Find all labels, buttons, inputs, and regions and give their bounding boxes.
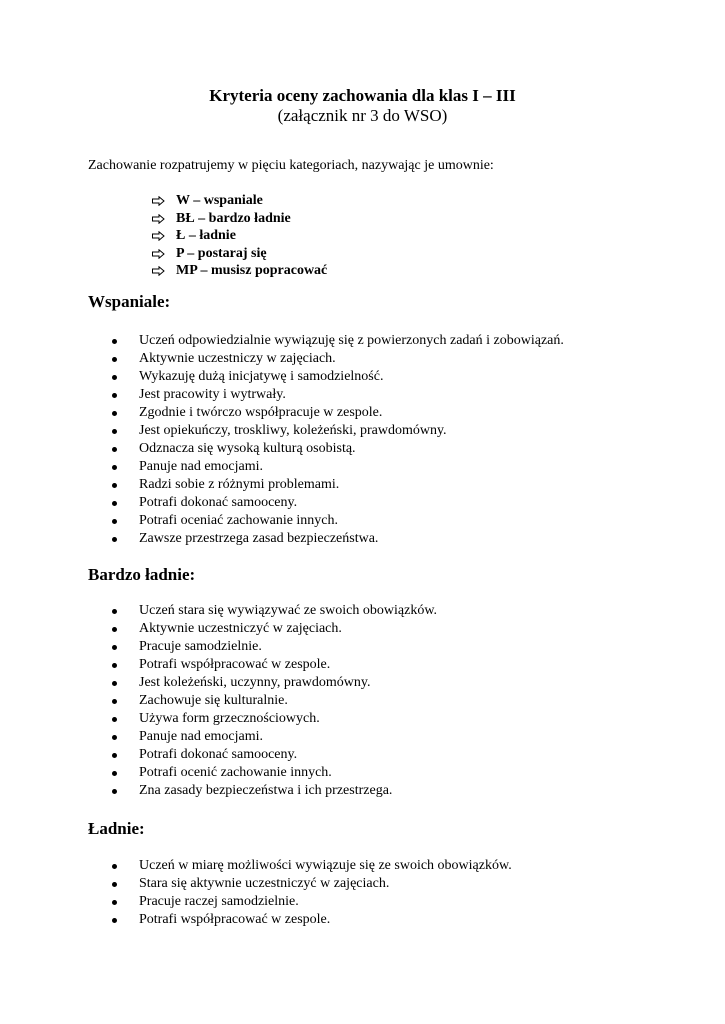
list-item <box>110 404 564 422</box>
bullet-icon <box>112 447 117 452</box>
list-item <box>110 422 564 440</box>
bullet-icon <box>112 537 117 542</box>
category-item <box>152 210 327 228</box>
list-item <box>110 350 564 368</box>
category-item <box>152 262 327 280</box>
bullet-icon <box>112 918 117 923</box>
list-item <box>110 710 437 728</box>
bullet-icon <box>112 753 117 758</box>
list-item <box>110 530 564 548</box>
list-item <box>110 602 437 620</box>
document-title: Kryteria oceny zachowania dla klas I – III <box>209 86 516 105</box>
list-item-text: Pracuje samodzielnie. <box>139 639 262 654</box>
bullet-icon <box>112 771 117 776</box>
criteria-list-bardzo-ladnie <box>110 602 437 800</box>
list-item-text: Zgodnie i twórczo współpracuje w zespole. <box>139 405 383 420</box>
list-item-text: Aktywnie uczestniczyć w zajęciach. <box>139 621 342 636</box>
list-item <box>110 440 564 458</box>
category-item <box>152 227 327 245</box>
list-item-text: Potrafi współpracować w zespole. <box>139 912 331 927</box>
list-item-text: Uczeń w miarę możliwości wywiązuje się ze swoich obowiązków. <box>139 858 512 873</box>
list-item-text: Potrafi oceniać zachowanie innych. <box>139 513 339 528</box>
bullet-icon <box>112 483 117 488</box>
list-item <box>110 728 437 746</box>
list-item <box>110 857 512 875</box>
category-label: P – postaraj się <box>176 245 267 261</box>
list-item <box>110 764 437 782</box>
bullet-icon <box>112 465 117 470</box>
list-item <box>110 494 564 512</box>
bullet-icon <box>112 429 117 434</box>
section-heading-ladnie: Ładnie: <box>88 819 145 838</box>
document-subtitle: (załącznik nr 3 do WSO) <box>277 106 448 125</box>
list-item-text: Stara się aktywnie uczestniczyć w zajęciach. <box>139 876 390 891</box>
list-item <box>110 692 437 710</box>
list-item-text: Wykazuję dużą inicjatywę i samodzielność. <box>139 369 384 384</box>
bullet-icon <box>112 663 117 668</box>
list-item-text: Jest koleżeński, uczynny, prawdomówny. <box>139 675 371 690</box>
list-item-text: Aktywnie uczestniczy w zajęciach. <box>139 351 336 366</box>
arrow-icon <box>152 262 176 280</box>
bullet-icon <box>112 900 117 905</box>
list-item-text: Jest pracowity i wytrwały. <box>139 387 286 402</box>
arrow-icon <box>152 245 176 263</box>
list-item-text: Potrafi współpracować w zespole. <box>139 657 331 672</box>
list-item-text: Panuje nad emocjami. <box>139 459 264 474</box>
bullet-icon <box>112 699 117 704</box>
bullet-icon <box>112 717 117 722</box>
list-item-text: Panuje nad emocjami. <box>139 729 264 744</box>
list-item-text: Pracuje raczej samodzielnie. <box>139 894 299 909</box>
list-item-text: Uczeń odpowiedzialnie wywiązuję się z powierzonych zadań i zobowiązań. <box>139 333 564 348</box>
category-label: Ł – ładnie <box>176 228 236 243</box>
bullet-icon <box>112 393 117 398</box>
bullet-icon <box>112 375 117 380</box>
list-item-text: Jest opiekuńczy, troskliwy, koleżeński, prawdomówny. <box>139 423 447 438</box>
category-label: BŁ – bardzo ładnie <box>176 210 291 226</box>
bullet-icon <box>112 882 117 887</box>
list-item <box>110 386 564 404</box>
category-item <box>152 245 327 263</box>
list-item-text: Zawsze przestrzega zasad bezpieczeństwa. <box>139 531 379 546</box>
list-item <box>110 875 512 893</box>
list-item-text: Zna zasady bezpieczeństwa i ich przestrzega. <box>139 783 393 798</box>
bullet-icon <box>112 864 117 869</box>
category-list <box>152 192 327 280</box>
bullet-icon <box>112 411 117 416</box>
list-item <box>110 638 437 656</box>
bullet-icon <box>112 681 117 686</box>
list-item <box>110 746 437 764</box>
bullet-icon <box>112 609 117 614</box>
list-item <box>110 620 437 638</box>
bullet-icon <box>112 357 117 362</box>
criteria-list-ladnie <box>110 857 512 929</box>
list-item <box>110 893 512 911</box>
list-item <box>110 368 564 386</box>
criteria-list-wspaniale <box>110 332 564 548</box>
section-heading-wspaniale: Wspaniale: <box>88 292 171 311</box>
category-label: MP – musisz popracować <box>176 263 328 278</box>
list-item-text: Używa form grzecznościowych. <box>139 711 320 726</box>
bullet-icon <box>112 645 117 650</box>
list-item <box>110 332 564 350</box>
category-item <box>152 192 327 210</box>
list-item-text: Zachowuje się kulturalnie. <box>139 693 288 708</box>
arrow-icon <box>152 192 176 210</box>
arrow-icon <box>152 210 176 228</box>
list-item <box>110 674 437 692</box>
list-item <box>110 512 564 530</box>
bullet-icon <box>112 501 117 506</box>
category-label: W – wspaniale <box>176 193 263 208</box>
list-item-text: Potrafi dokonać samooceny. <box>139 495 298 510</box>
list-item-text: Potrafi ocenić zachowanie innych. <box>139 765 332 780</box>
bullet-icon <box>112 339 117 344</box>
arrow-icon <box>152 227 176 245</box>
intro-paragraph: Zachowanie rozpatrujemy w pięciu kategoriach, nazywając je umownie: <box>88 158 494 173</box>
bullet-icon <box>112 789 117 794</box>
list-item-text: Odznacza się wysoką kulturą osobistą. <box>139 441 356 456</box>
bullet-icon <box>112 519 117 524</box>
bullet-icon <box>112 627 117 632</box>
section-heading-bardzo-ladnie: Bardzo ładnie: <box>88 565 196 584</box>
list-item-text: Uczeń stara się wywiązywać ze swoich obowiązków. <box>139 603 438 618</box>
list-item <box>110 782 437 800</box>
list-item <box>110 458 564 476</box>
list-item <box>110 656 437 674</box>
list-item-text: Potrafi dokonać samooceny. <box>139 747 298 762</box>
list-item-text: Radzi sobie z różnymi problemami. <box>139 477 340 492</box>
list-item <box>110 911 512 929</box>
list-item <box>110 476 564 494</box>
bullet-icon <box>112 735 117 740</box>
